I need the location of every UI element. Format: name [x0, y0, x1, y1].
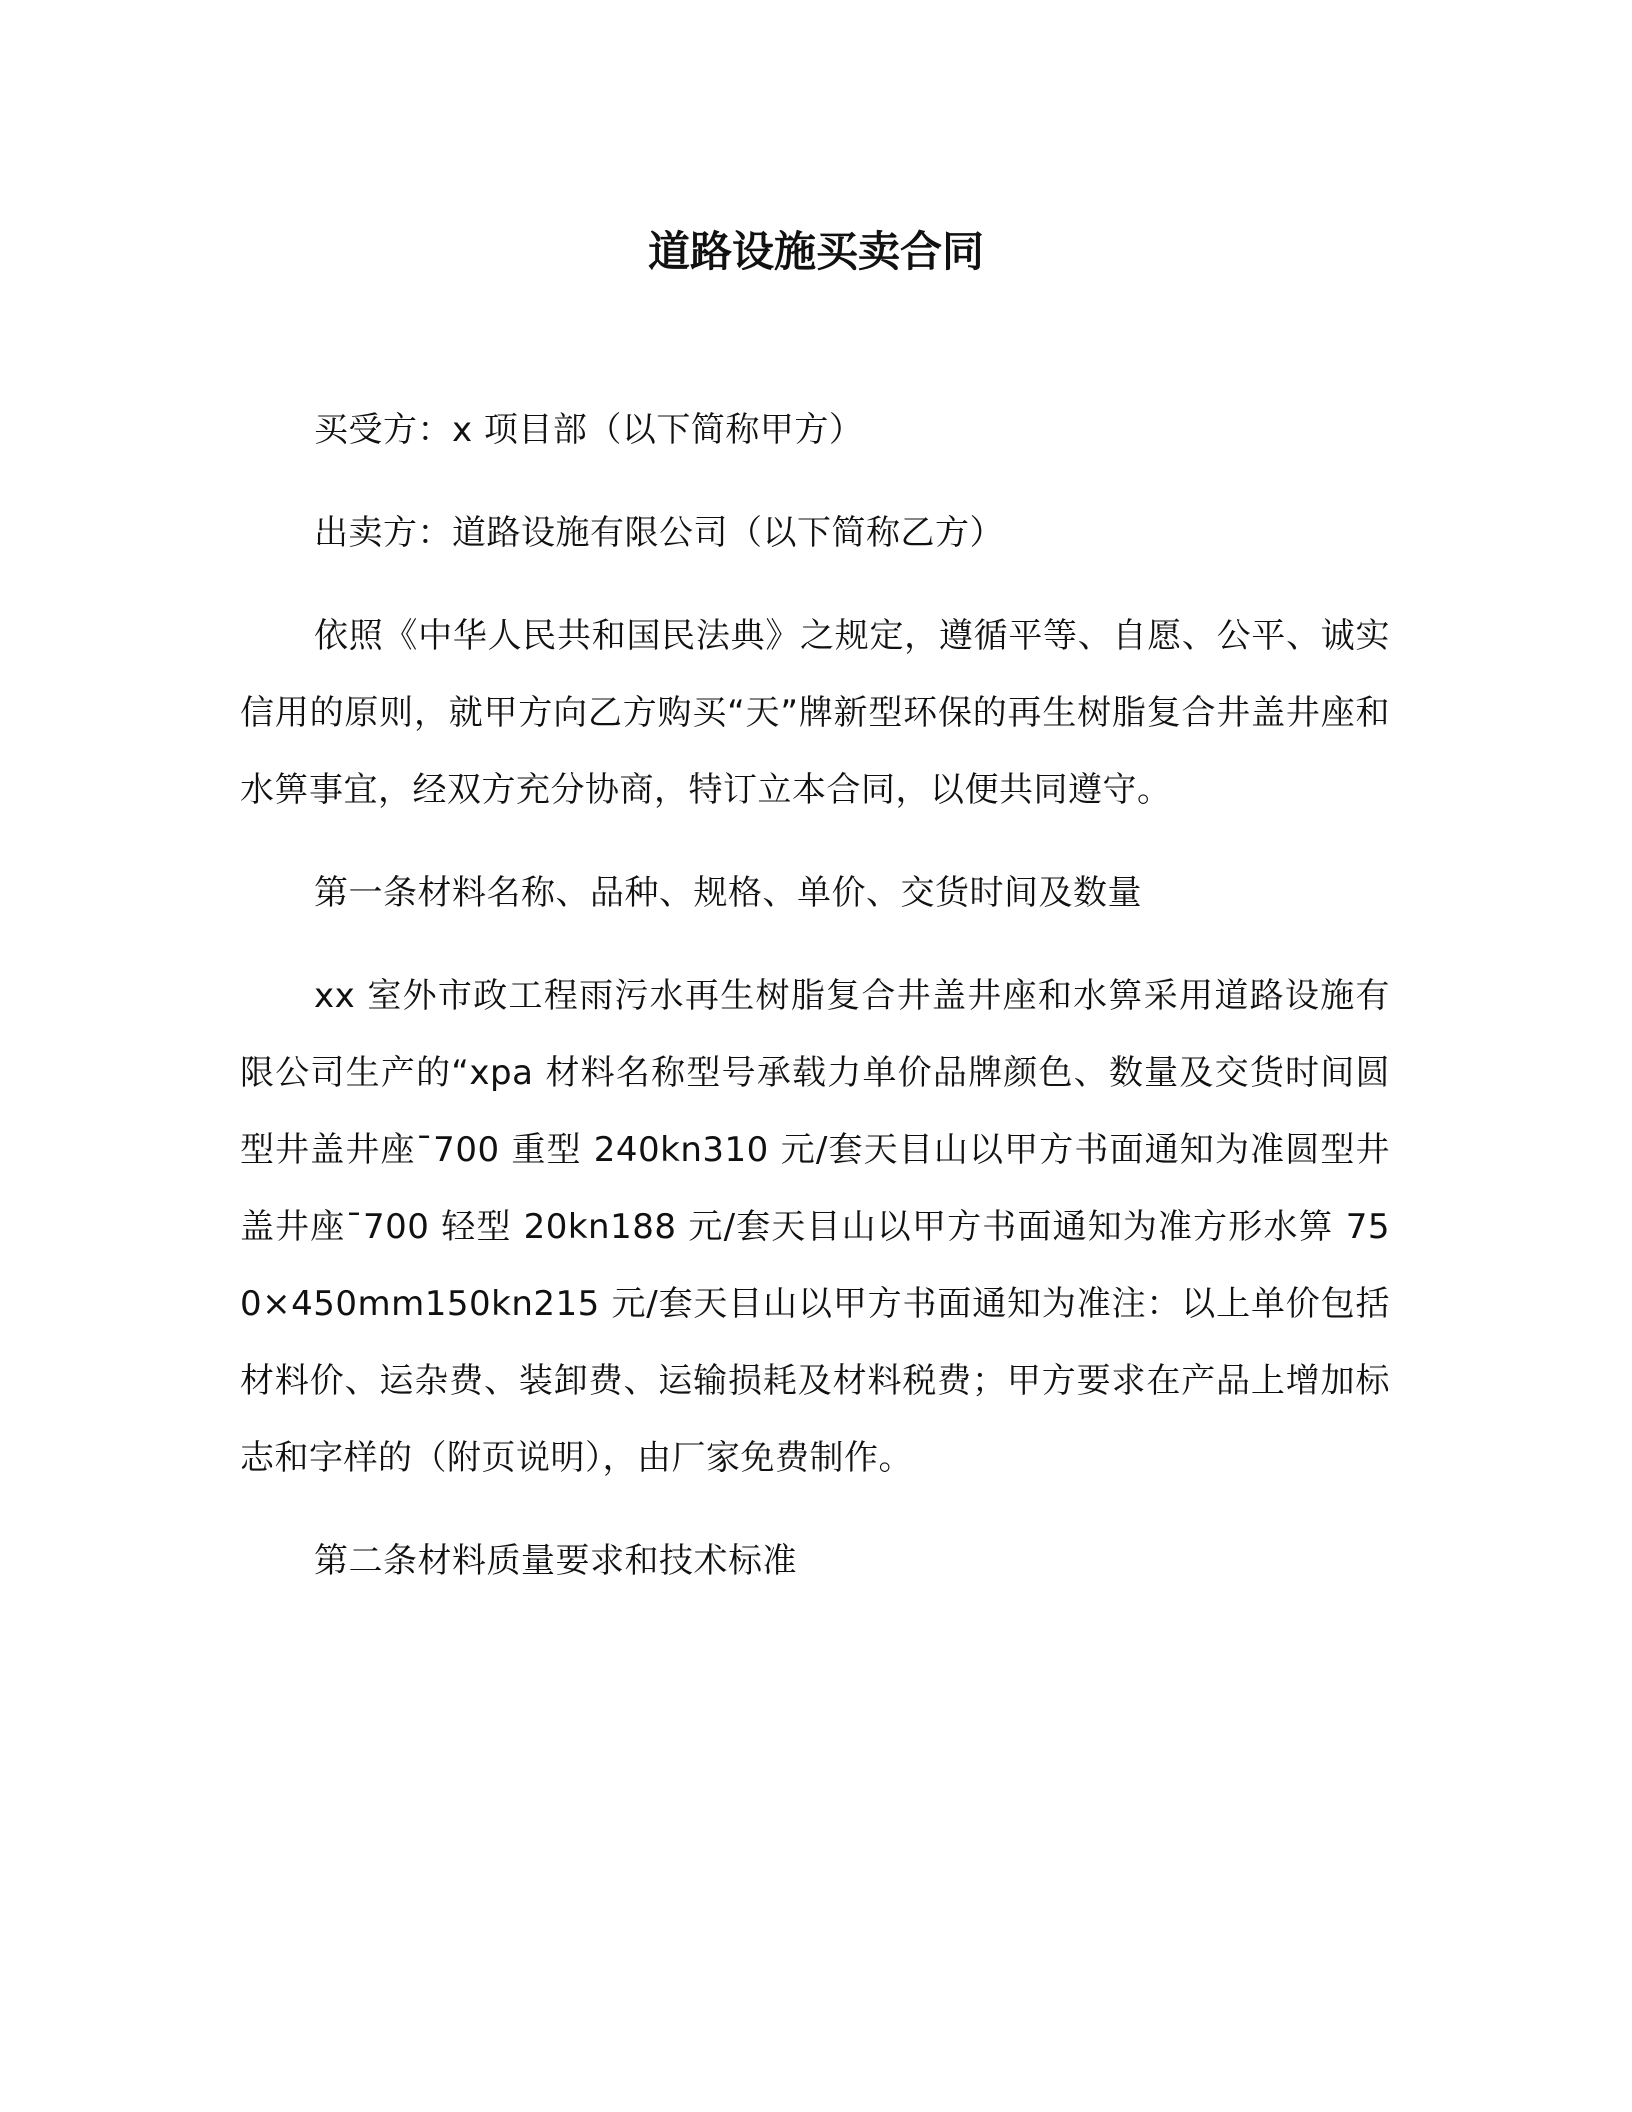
preamble-paragraph: 依照《中华人民共和国民法典》之规定，遵循平等、自愿、公平、诚实信用的原则，就甲方向乙方购买“天”牌新型环保的再生树脂复合井盖井座和水箅事宜，经双方充分协商，特订立本合同，以便共同遵守。: [240, 616, 1390, 810]
article-1-body: xx 室外市政工程雨污水再生树脂复合井盖井座和水箅采用道路设施有限公司生产的“xpa 材料名称型号承载力单价品牌颜色、数量及交货时间圆型井盖井座¯700 重型 240kn310 元/套天目山以甲方书面通知为准圆型井盖井座¯700 轻型 20kn188 元/套天目山以甲方书面通知为准方形水箅 750×450mm150kn215 元/套天目山以甲方书面通知为准注：以上单价包括材料价、运杂费、装卸费、运输损耗及材料税费；甲方要求在产品上增加标志和字样的（附页说明），由厂家免费制作。: [240, 976, 1390, 1478]
article-1-heading: 第一条材料名称、品种、规格、单价、交货时间及数量: [314, 873, 1142, 913]
document-title: 道路设施买卖合同: [647, 227, 984, 276]
document-body: [240, 392, 1390, 1626]
buyer-paragraph: 买受方：x 项目部（以下简称甲方）: [314, 410, 864, 450]
seller-paragraph: 出卖方：道路设施有限公司（以下简称乙方）: [314, 513, 1004, 553]
article-2-heading: 第二条材料质量要求和技术标准: [314, 1541, 797, 1581]
